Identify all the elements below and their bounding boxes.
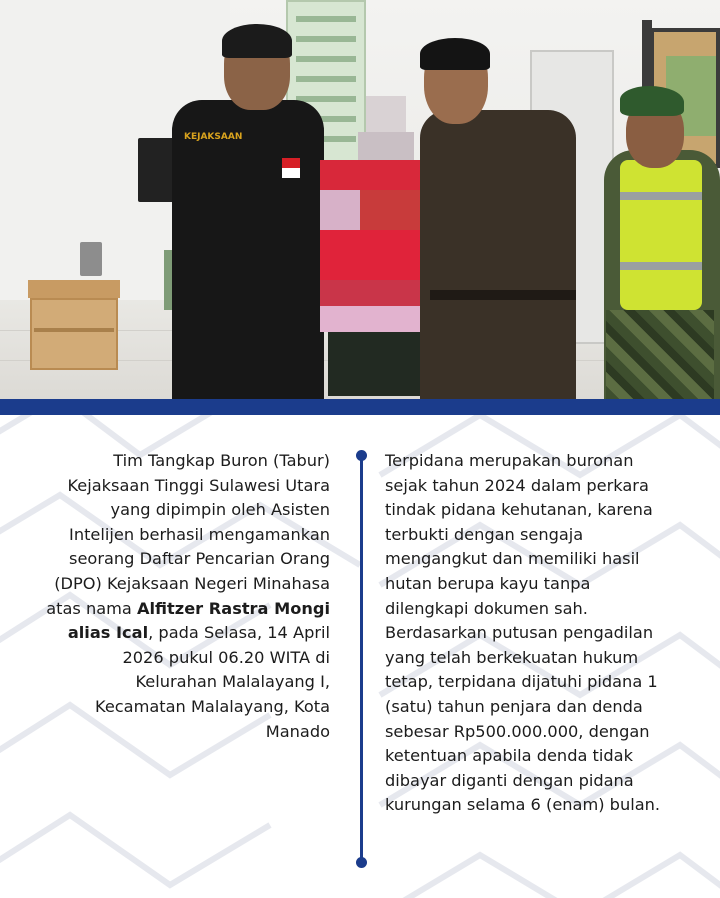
photo-officer-hair xyxy=(420,38,490,70)
text-line: seorang Daftar Pencarian Orang xyxy=(69,549,330,569)
text-line: tetap, terpidana dijatuhi pidana 1 xyxy=(385,672,658,692)
text-line: Kelurahan Malalayang I, xyxy=(135,672,330,692)
text-line: tindak pidana kehutanan, karena xyxy=(385,500,653,520)
text-line: sebesar Rp500.000.000, dengan xyxy=(385,721,650,741)
photo-table-body xyxy=(30,298,118,370)
text-line: hutan berupa kayu tanpa xyxy=(385,573,591,593)
text-line: Kecamatan Malalayang, Kota xyxy=(95,696,330,716)
text-line xyxy=(10,597,330,622)
text-line: Tim Tangkap Buron (Tabur) xyxy=(113,451,330,470)
text-line xyxy=(10,621,330,646)
text-line: (DPO) Kejaksaan Negeri Minahasa xyxy=(54,573,330,593)
article-right-column xyxy=(385,449,715,818)
text-fragment: , pada Selasa, 14 April xyxy=(148,623,330,643)
text-line: sejak tahun 2024 dalam perkara xyxy=(385,475,649,495)
text-line: yang telah berkekuatan hukum xyxy=(385,647,639,667)
photo-table xyxy=(28,280,120,298)
photo-vest-stripe xyxy=(620,192,702,200)
text-line: kurungan selama 6 (enam) bulan. xyxy=(385,795,661,815)
fugitive-name: Alfitzer Rastra Mongi xyxy=(136,598,330,618)
article-left-column xyxy=(10,449,330,744)
text-line: (satu) tahun penjara dan denda xyxy=(385,696,643,716)
news-photo xyxy=(0,0,720,400)
text-line: terbukti dengan sengaja xyxy=(385,524,584,544)
photo-officer-belt xyxy=(430,290,576,300)
text-line: yang dipimpin oleh Asisten xyxy=(110,500,330,520)
text-line: Kejaksaan Tinggi Sulawesi Utara xyxy=(67,475,330,495)
divider-dot-top xyxy=(356,450,367,461)
photo-officer-brown-uniform xyxy=(420,110,576,400)
text-fragment: atas nama xyxy=(46,598,137,618)
photo-soldier-safety-vest xyxy=(620,160,702,310)
photo-uniform-badge-text: KEJAKSAAN xyxy=(184,132,243,142)
text-line: Terpidana merupakan buronan xyxy=(385,451,634,470)
text-line: ketentuan apabila denda tidak xyxy=(385,746,633,766)
photo-trash-bin xyxy=(80,242,102,276)
divider-band xyxy=(0,399,720,415)
text-line: Manado xyxy=(265,721,330,741)
text-line: dilengkapi dokumen sah. xyxy=(385,598,588,618)
photo-officer-hair xyxy=(222,24,292,58)
column-divider-line xyxy=(360,455,363,863)
fugitive-alias: alias Ical xyxy=(67,623,149,643)
text-line: mengangkut dan memiliki hasil xyxy=(385,549,640,569)
photo-soldier-camouflage xyxy=(606,310,714,400)
text-line: Berdasarkan putusan pengadilan xyxy=(385,623,654,643)
divider-dot-bottom xyxy=(356,857,367,868)
photo-vest-stripe xyxy=(620,262,702,270)
text-line: 2026 pukul 06.20 WITA di xyxy=(122,647,330,667)
photo-pixelated-person xyxy=(320,96,426,396)
photo-table-shelf xyxy=(34,328,114,332)
photo-flag-patch xyxy=(282,158,300,178)
text-line: Intelijen berhasil mengamankan xyxy=(69,524,330,544)
text-line: dibayar diganti dengan pidana xyxy=(385,770,634,790)
photo-soldier-beret xyxy=(620,86,684,116)
article-body xyxy=(0,415,720,898)
